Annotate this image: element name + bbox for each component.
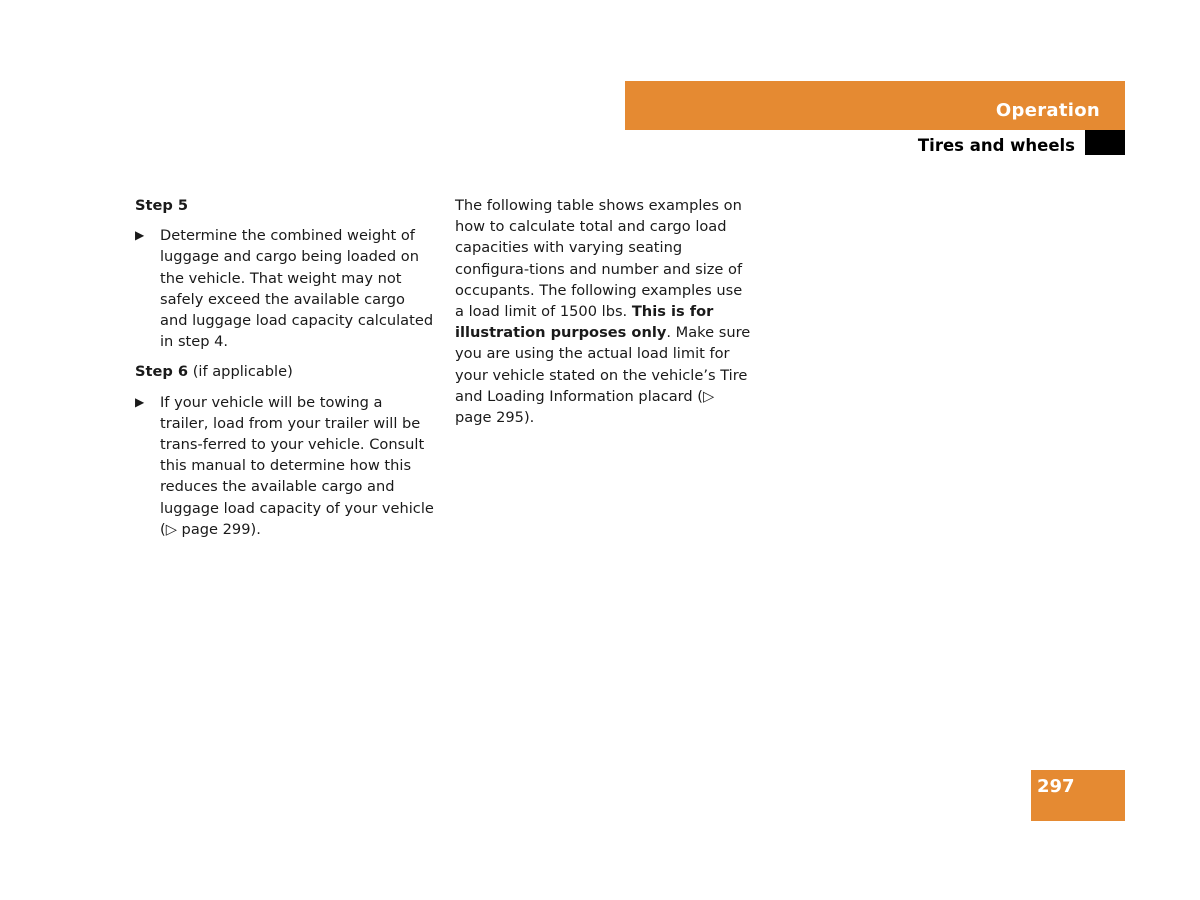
load-limit-paragraph (455, 195, 755, 428)
step5-heading (135, 195, 435, 216)
step6-heading (135, 361, 435, 382)
paragraph-text-start: The following table shows examples on how to calculate total and cargo load capacities with varying seating configura-tions and number and size of occupants. The following examples use a load limit of 1500 lbs. (455, 197, 743, 321)
chapter-header-bar (625, 81, 1125, 130)
step6-label: Step 6 (135, 363, 189, 381)
chapter-title: Operation (995, 100, 1100, 121)
paragraph-text-bold: This is for illustration purposes only (455, 303, 714, 342)
bullet-arrow-icon: ▶ (135, 394, 145, 409)
step5-label: Step 5 (135, 197, 189, 214)
section-title: Tires and wheels (917, 136, 1075, 155)
middle-column (455, 195, 755, 428)
bullet-arrow-icon: ▶ (135, 228, 145, 243)
step5-bullet-text: Determine the combined weight of luggage and cargo being loaded on the vehicle. That weight may not safely exceed the available cargo and luggage load capacity calculated in step 4. (160, 227, 434, 351)
page-number-box (1031, 770, 1125, 821)
paragraph-text-end: . Make sure you are using the actual load limit for your vehicle stated on the vehicle’s Tire and Loading Information placard (▷ page 295). (455, 324, 751, 427)
step6-bullet-text: If your vehicle will be towing a trailer, load from your trailer will be trans-ferred to your vehicle. Consult this manual to determine how this reduces the available cargo and luggage load capacity of your vehicle (▷ page 299). (160, 393, 434, 538)
page-number: 297 (1037, 776, 1075, 797)
left-column (135, 195, 435, 549)
step6-suffix: (if applicable) (188, 363, 293, 381)
step5-bullet-item (135, 225, 435, 352)
section-marker (1085, 130, 1125, 155)
step6-bullet-item (135, 392, 435, 540)
